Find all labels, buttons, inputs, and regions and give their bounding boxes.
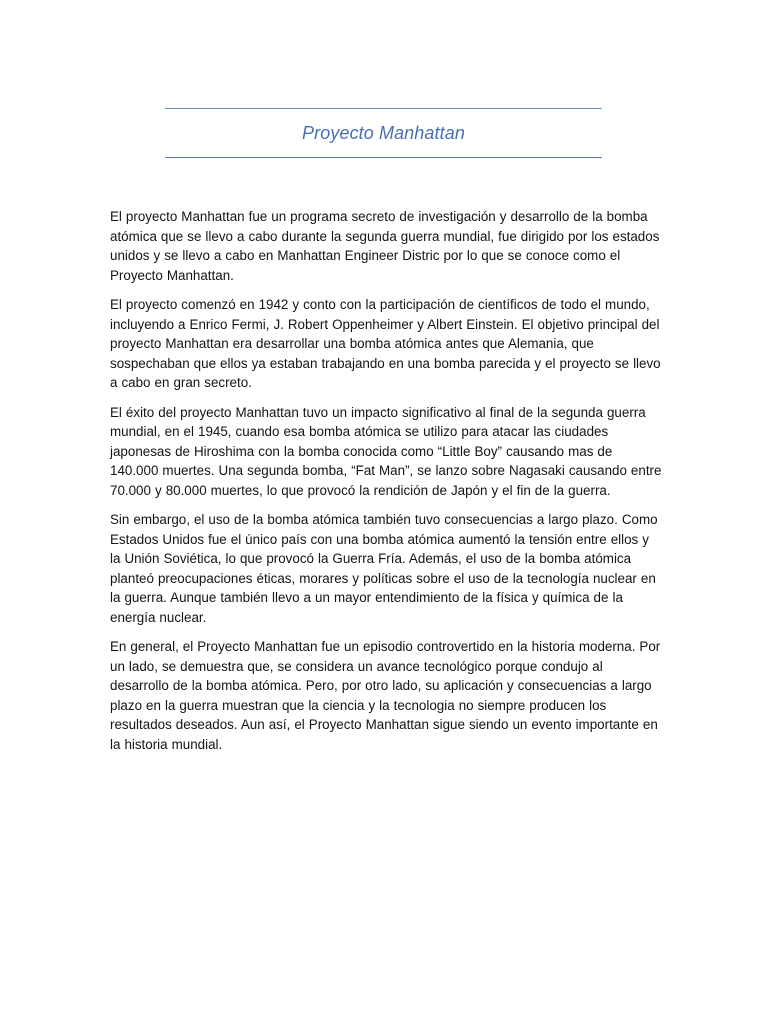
paragraph-conclusion: En general, el Proyecto Manhattan fue un episodio controvertido en la historia moderna. Por un lado, se demuestra que, se considera un avance tecnológico porque condujo al desarrollo de la bomba atómica. Pero, por otro lado, su aplicación y consecuencias a largo plazo en la guerra muestran que la ciencia y la tecnologia no siempre producen los resultados deseados. Aun así, el Proyecto Manhattan sigue siendo un evento importante en la historia mundial. [110, 639, 661, 752]
paragraph-consequences: Sin embargo, el uso de la bomba atómica también tuvo consecuencias a largo plazo. Como Estados Unidos fue el único país con una bomba atómica aumentó la tensión entre ellos y la Unión Soviética, lo que provocó la Guerra Fría. Además, el uso de la bomba atómica planteó preocupaciones éticas, morares y políticas sobre el uso de la tecnología nuclear en la guerra. Aunque también llevo a un mayor entendimiento de la física y química de la energía nuclear. [110, 512, 658, 625]
paragraph-origins: El proyecto comenzó en 1942 y conto con la participación de científicos de todo el mundo, incluyendo a Enrico Fermi, J. Robert Oppenheimer y Albert Einstein. El objetivo principal del proyecto Manhattan era desarrollar una bomba atómica antes que Alemania, que sospechaban que ellos ya estaban trabajando en una bomba parecida y el proyecto se llevo a cabo en gran secreto. [110, 297, 661, 390]
document-title: Proyecto Manhattan [302, 123, 465, 143]
document-body [110, 207, 662, 764]
paragraph-intro: El proyecto Manhattan fue un programa secreto de investigación y desarrollo de la bomba atómica que se llevo a cabo durante la segunda guerra mundial, fue dirigido por los estados unidos y se llevo a cabo en Manhattan Engineer Distric por lo que se conoce como el Proyecto Manhattan. [110, 209, 660, 283]
paragraph-impact: El éxito del proyecto Manhattan tuvo un impacto significativo al final de la segunda guerra mundial, en el 1945, cuando esa bomba atómica se utilizo para atacar las ciudades japonesas de Hiroshima con la bomba conocida como “Little Boy” causando mas de 140.000 muertes. Una segunda bomba, “Fat Man”, se lanzo sobre Nagasaki causando entre 70.000 y 80.000 muertes, lo que provocó la rendición de Japón y el fin de la guerra. [110, 404, 662, 498]
title-top-rule [165, 108, 602, 109]
title-bottom-rule [165, 157, 602, 158]
